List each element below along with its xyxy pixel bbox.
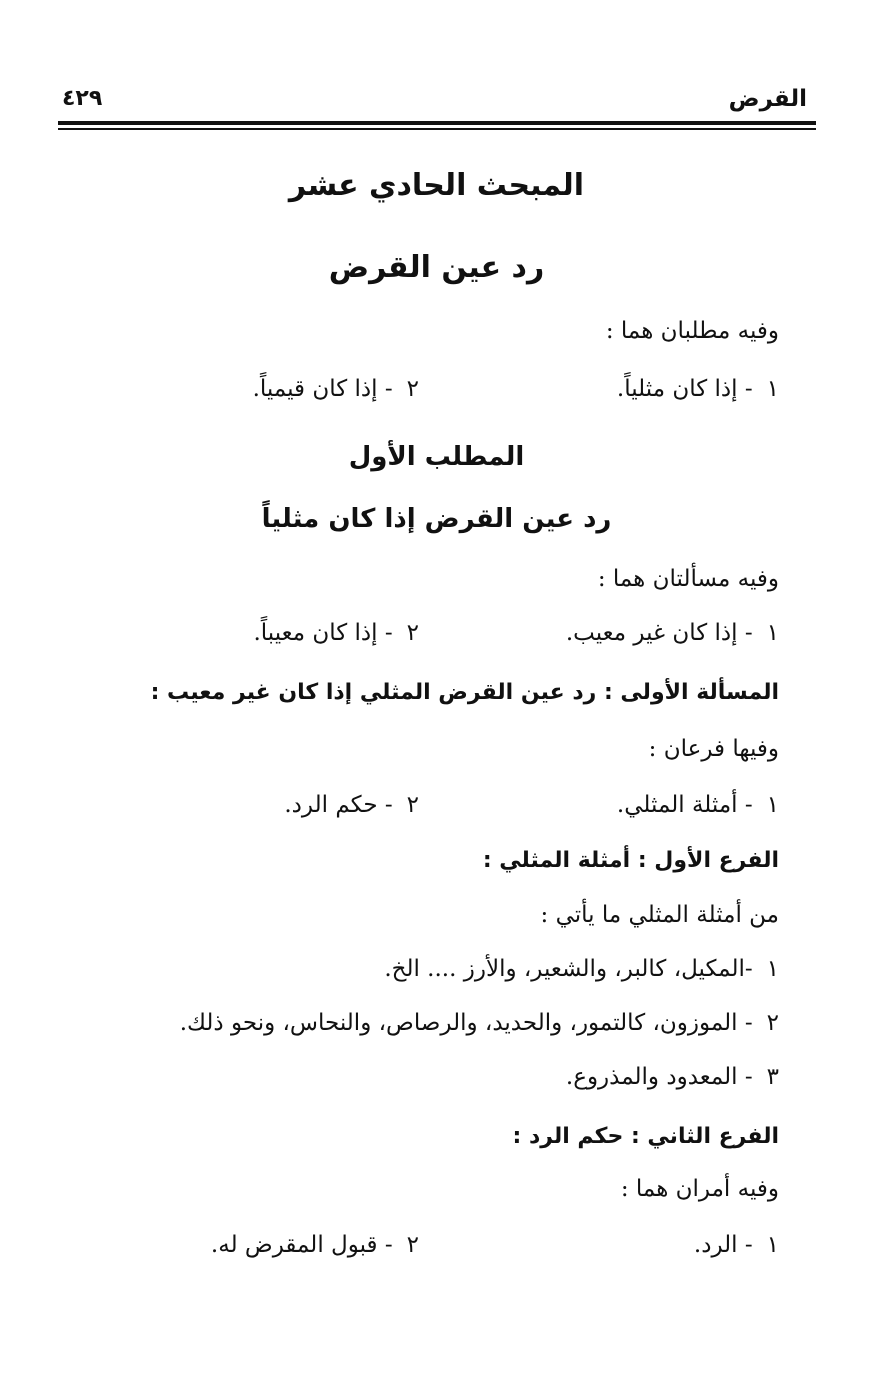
section-title: المبحث الحادي عشر: [288, 168, 585, 203]
item-text: - الموزون، كالتمور، والحديد، والرصاص، والنحاس، ونحو ذلك.: [179, 1010, 753, 1036]
example-item: [384, 956, 779, 982]
item-text: -المكيل، كالبر، والشعير، والأرز .... الخ.: [384, 956, 753, 982]
item-text: - إذا كان معيباً.: [253, 620, 393, 646]
item-text: - قبول المقرض له.: [210, 1232, 393, 1258]
intro-line-2: وفيه مسألتان هما :: [597, 566, 779, 592]
item-number: ٣: [766, 1064, 779, 1090]
examples-intro: من أمثلة المثلي ما يأتي :: [540, 902, 779, 928]
item-text: - إذا كان غير معيب.: [565, 620, 753, 646]
list-item: [617, 376, 779, 402]
issue-1-heading: المسألة الأولى : رد عين القرض المثلي إذا كان غير معيب :: [150, 680, 779, 705]
item-number: ١: [766, 376, 779, 402]
item-number: ١: [766, 956, 779, 982]
item-number: ٢: [406, 1232, 419, 1258]
item-number: ١: [766, 620, 779, 646]
intro-line-3: وفيها فرعان :: [648, 736, 779, 762]
list-item: [694, 1232, 779, 1258]
intro-line-1: وفيه مطلبان هما :: [605, 318, 779, 344]
example-item: [180, 1010, 779, 1036]
header-rule-thin: [58, 128, 816, 130]
example-item: [566, 1064, 779, 1090]
page-number: ٤٢٩: [62, 86, 103, 111]
intro-line-4: وفيه أمران هما :: [620, 1176, 779, 1202]
item-text: - إذا كان مثلياً.: [616, 376, 753, 402]
item-number: ٢: [406, 620, 419, 646]
list-item: [211, 1232, 419, 1258]
item-text: - حكم الرد.: [284, 792, 393, 818]
list-item: [566, 620, 779, 646]
item-number: ٢: [406, 376, 419, 402]
list-item: [253, 620, 419, 646]
list-item: [284, 792, 419, 818]
list-item: [253, 376, 419, 402]
item-number: ١: [766, 1232, 779, 1258]
item-number: ٢: [766, 1010, 779, 1036]
subsection-subtitle: رد عين القرض إذا كان مثلياً: [261, 504, 612, 534]
list-item: [617, 792, 779, 818]
item-text: - أمثلة المثلي.: [616, 792, 753, 818]
list-1: [139, 376, 779, 410]
section-subtitle: رد عين القرض: [328, 250, 545, 285]
list-2: [139, 620, 779, 654]
branch-2-heading: الفرع الثاني : حكم الرد :: [512, 1124, 779, 1149]
branch-1-heading: الفرع الأول : أمثلة المثلي :: [482, 848, 779, 873]
item-number: ١: [766, 792, 779, 818]
header-rule-thick: [58, 121, 816, 125]
list-4: [139, 1232, 779, 1266]
item-text: - المعدود والمذروع.: [565, 1064, 753, 1090]
running-title: القرض: [728, 86, 807, 112]
item-text: - إذا كان قيمياً.: [252, 376, 393, 402]
item-number: ٢: [406, 792, 419, 818]
item-text: - الرد.: [693, 1232, 753, 1258]
list-3: [139, 792, 779, 826]
subsection-title: المطلب الأول: [348, 442, 525, 472]
